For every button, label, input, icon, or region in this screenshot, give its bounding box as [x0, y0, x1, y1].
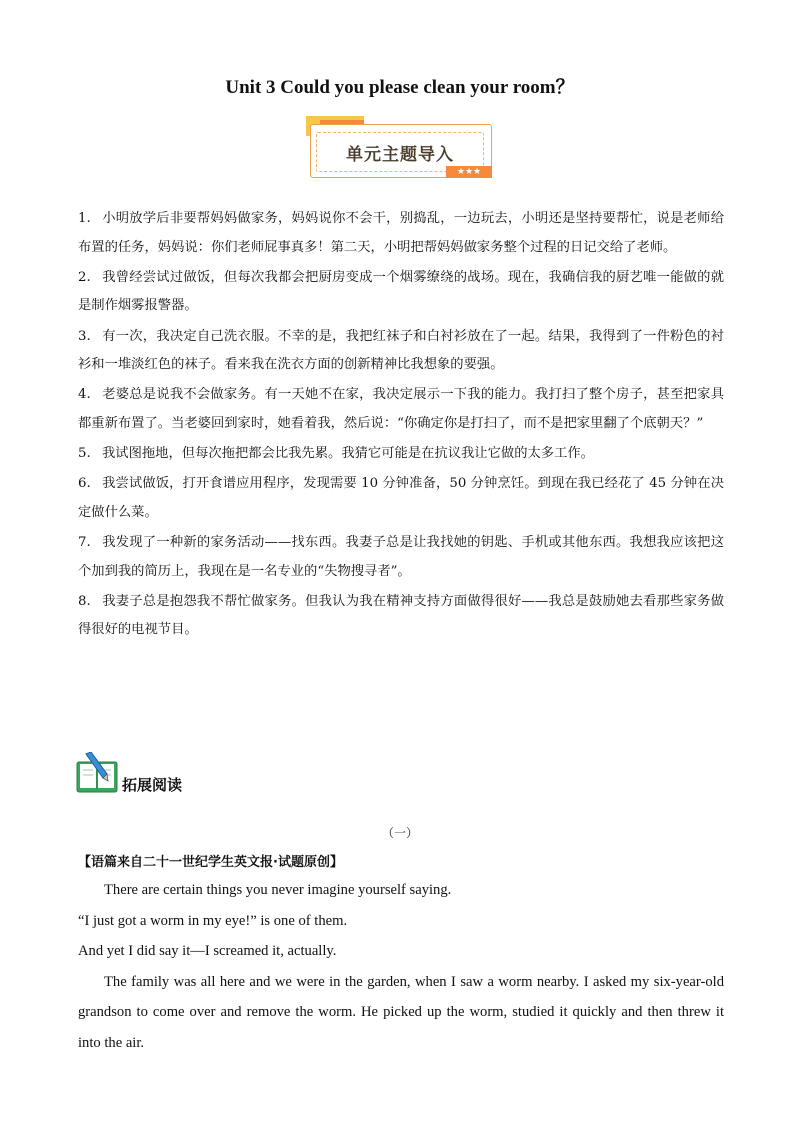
item-number: 4.	[78, 387, 91, 403]
joke-item	[78, 470, 724, 527]
passage-paragraph: There are certain things you never imagine yourself saying.	[104, 882, 452, 898]
unit-theme-banner	[306, 116, 494, 180]
passage-paragraph: The family was all here and we were in the garden, when I saw a worm nearby. I asked my six-year-old grandson to come over and remove the worm. He picked up the worm, studied it quickly and then threw it into the air.	[78, 973, 724, 1051]
item-text: 有一次，我决定自己洗衣服。不幸的是，我把红袜子和白衬衫放在了一起。结果，我得到了一件粉色的衬衫和一堆淡红色的袜子。看来我在洗衣方面的创新精神比我想象的要强。	[78, 328, 724, 373]
section-title: 拓展阅读	[122, 776, 183, 794]
reading-passage	[78, 875, 724, 1058]
passage-paragraph: “I just got a worm in my eye!” is one of them.	[78, 912, 348, 929]
item-text: 我妻子总是抱怨我不帮忙做家务。但我认为我在精神支持方面做得很好——我总是鼓励她去看那些家务做得很好的电视节目。	[78, 593, 724, 638]
joke-item	[78, 323, 724, 380]
book-pencil-icon	[76, 752, 120, 794]
joke-list	[78, 205, 724, 647]
item-text: 我尝试做饭，打开食谱应用程序，发现需要 10 分钟准备，50 分钟烹饪。到现在我已经花了 45 分钟在决定做什么菜。	[78, 476, 724, 520]
joke-item	[78, 264, 724, 321]
joke-item	[78, 381, 724, 438]
item-number: 1.	[78, 211, 91, 226]
joke-item	[78, 440, 724, 469]
joke-item	[78, 529, 724, 586]
item-text: 我试图拖地，但每次拖把都会比我先累。我猜它可能是在抗议我让它做的太多工作。	[102, 446, 594, 462]
part-number: （一）	[381, 826, 418, 840]
item-number: 3.	[78, 328, 91, 344]
item-number: 6.	[78, 476, 91, 492]
passage-paragraph: And yet I did say it—I screamed it, actually.	[78, 943, 337, 959]
item-text: 我曾经尝试过做饭，但每次我都会把厨房变成一个烟雾缭绕的战场。现在，我确信我的厨艺唯一能做的就是制作烟雾报警器。	[78, 269, 724, 314]
item-number: 5.	[78, 446, 91, 462]
item-text: 小明放学后非要帮妈妈做家务，妈妈说你不会干，别捣乱，一边玩去，小明还是坚持要帮忙，说是老师给布置的任务，妈妈说：你们老师屁事真多！第二天，小明把帮妈妈做家务整个过程的日记交给了老师。	[78, 211, 724, 255]
item-text: 我发现了一种新的家务活动——找东西。我妻子总是让我找她的钥匙、手机或其他东西。我想我应该把这个加到我的简历上，我现在是一名专业的“失物搜寻者”。	[78, 535, 724, 579]
item-number: 2.	[78, 269, 91, 285]
item-text: 老婆总是说我不会做家务。有一天她不在家，我决定展示一下我的能力。我打扫了整个房子，甚至把家具都重新布置了。当老婆回到家时，她看着我，然后说：“你确定你是打扫了，而不是把家里翻了个底朝天？”	[78, 387, 724, 431]
joke-item	[78, 588, 724, 645]
banner-stars: ★★★	[446, 166, 492, 178]
item-number: 7.	[78, 535, 91, 551]
banner-label: 单元主题导入	[346, 145, 454, 165]
joke-item	[78, 205, 724, 262]
item-number: 8.	[78, 593, 91, 609]
page-title: Unit 3 Could you please clean your room？	[225, 77, 575, 98]
source-note: 【语篇来自二十一世纪学生英文报·试题原创】	[78, 855, 343, 870]
